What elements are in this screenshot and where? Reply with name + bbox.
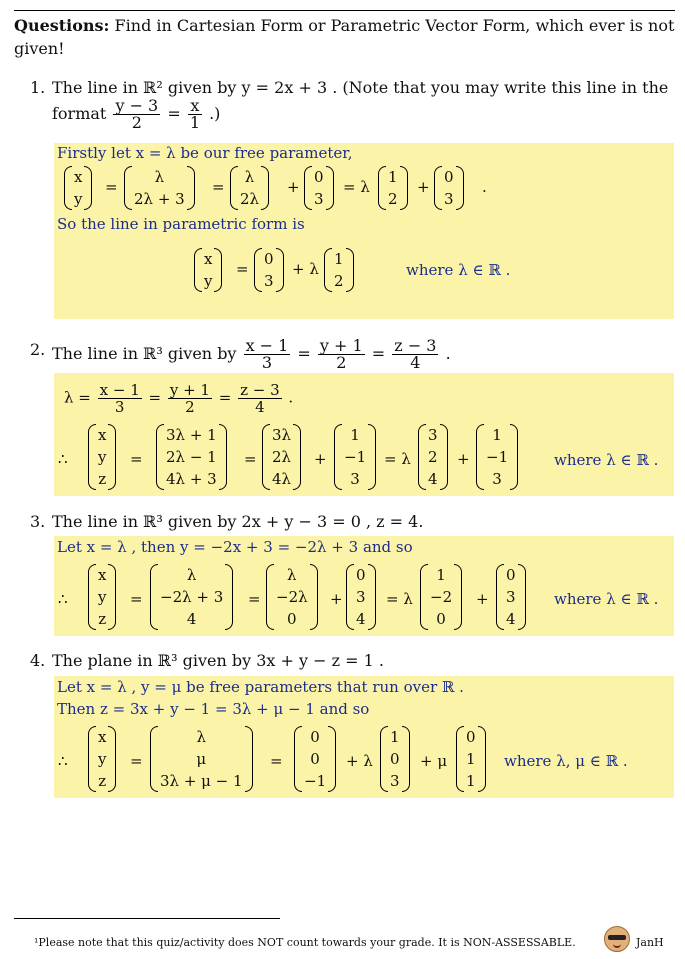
footnote: ¹Please note that this quiz/activity does NOT count towards your grade. It is NON-ASSESSABLE. <box>34 936 576 949</box>
format-word: format <box>52 104 107 123</box>
solution-4-intro: Let x = λ , y = μ be free parameters that run over ℝ . <box>57 678 464 696</box>
vector-xyz-q2: x y z <box>88 424 116 490</box>
question-3-number: 3. <box>30 512 46 531</box>
where-3: where λ ∈ ℝ . <box>554 590 659 608</box>
solution-3-intro: Let x = λ , then y = −2x + 3 = −2λ + 3 and so <box>57 538 413 556</box>
frac-x: $\frac{x}{1}$ <box>189 96 200 132</box>
vector-lambda-2lambda3: λ 2λ + 3 <box>124 166 195 210</box>
vector-0-3: 0 3 <box>304 166 334 210</box>
where-2: where λ ∈ ℝ . <box>554 451 659 469</box>
vector-lambda-2lambda: λ 2λ <box>230 166 269 210</box>
top-rule <box>14 10 675 11</box>
question-2-number: 2. <box>30 340 46 359</box>
lambda-equation: λ = $\frac{x - 1}{3}$ = $\frac{y + 1}{2}$ = $\frac{z - 3}{4}$ . <box>64 381 294 416</box>
question-4-number: 4. <box>30 651 46 670</box>
solution-1-outro: So the line in parametric form is <box>57 215 305 233</box>
page-heading <box>14 14 678 60</box>
solution-1-intro: Firstly let x = λ be our free parameter, <box>57 144 353 162</box>
question-4-text: The plane in ℝ³ given by 3x + y − z = 1 . <box>52 651 384 670</box>
heading-text: Find in Cartesian Form or Parametric Vector Form, which ever is not given! <box>14 16 675 58</box>
vector-xy-2: x y <box>194 248 222 292</box>
author-name: JanH <box>636 936 664 949</box>
vector-0-3b: 0 3 <box>434 166 464 210</box>
vector-0-3c: 0 3 <box>254 248 284 292</box>
solution-4-intro2: Then z = 3x + y − 1 = 3λ + μ − 1 and so <box>57 700 370 718</box>
author-avatar-icon <box>604 926 630 952</box>
question-1-text: The line in ℝ² given by y = 2x + 3 . (Note that you may write this line in the <box>52 78 669 97</box>
heading-label: Questions: <box>14 16 110 35</box>
question-3-text: The line in ℝ³ given by 2x + y − 3 = 0 , z = 4. <box>52 512 424 531</box>
question-1-number: 1. <box>30 78 46 97</box>
question-1-format: format $\frac{y - 3}{2}$ = $\frac{x}{1}$ .) <box>52 96 221 132</box>
frac-y: $\frac{y - 3}{2}$ <box>115 96 159 132</box>
question-2-text: The line in ℝ³ given by $\frac{x - 1}{3}$ = $\frac{y + 1}{2}$ = $\frac{z - 3}{4}$ . <box>52 336 451 372</box>
vector-1-2b: 1 2 <box>324 248 354 292</box>
where-4: where λ, μ ∈ ℝ . <box>504 752 628 770</box>
footnote-rule <box>14 918 280 919</box>
vector-1-2: 1 2 <box>378 166 408 210</box>
vector-xy: x y <box>64 166 92 210</box>
where-1: where λ ∈ ℝ . <box>406 261 511 279</box>
